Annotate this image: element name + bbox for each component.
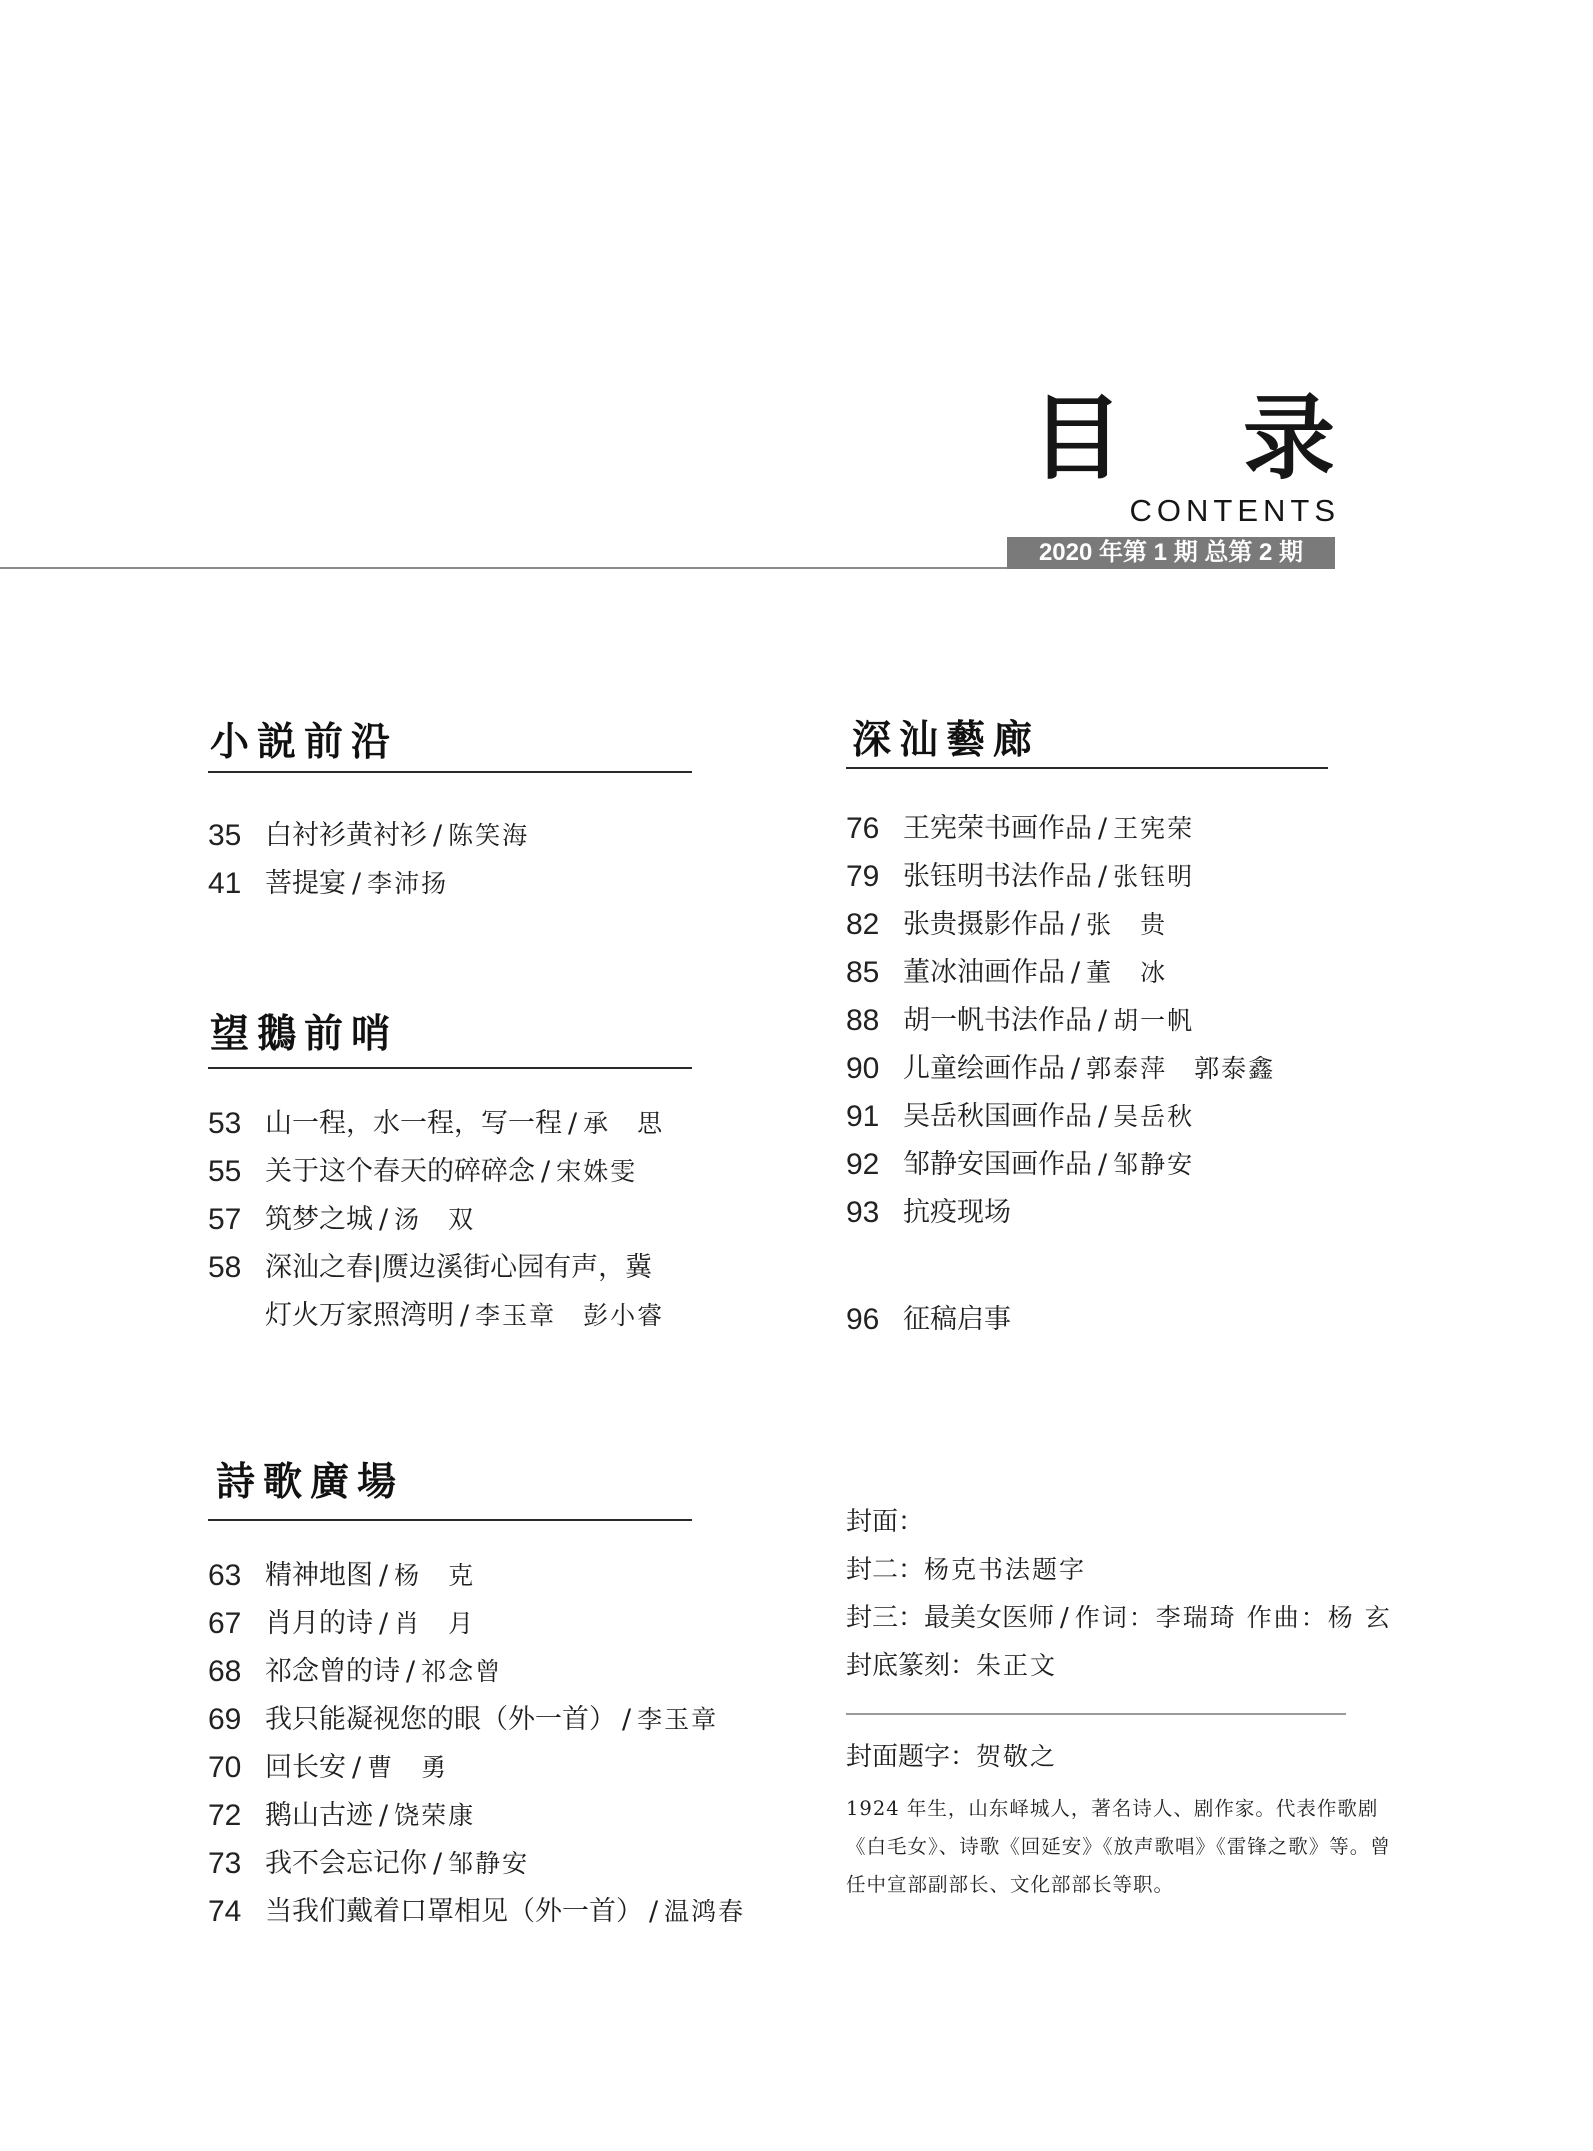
toc-author: 李玉章 彭小睿	[475, 1301, 665, 1330]
toc-title: 胡一帆书法作品	[903, 1005, 1092, 1036]
toc-entry[interactable]: 82 张贵摄影作品 / 张 贵	[846, 901, 1406, 949]
toc-author: 邹静安	[1113, 1150, 1195, 1179]
toc-title: 白衬衫黄衬衫	[265, 820, 427, 851]
toc-author: 祁念曾	[421, 1657, 503, 1686]
toc-author: 张钰明	[1113, 862, 1195, 891]
toc-page: 88	[846, 1004, 880, 1037]
notes-divider	[846, 1713, 1346, 1715]
section-rule-fiction	[208, 771, 692, 773]
toc-title: 精神地图	[265, 1560, 373, 1591]
toc-entry[interactable]: 69 我只能凝视您的眼（外一首） / 李玉章	[208, 1696, 768, 1744]
toc-author: 杨 克	[394, 1561, 476, 1590]
toc-title: 我只能凝视您的眼（外一首）	[265, 1704, 616, 1735]
cover-note-back	[846, 1642, 1406, 1690]
toc-page: 68	[208, 1655, 242, 1688]
toc-entry[interactable]: 68 祁念曾的诗 / 祁念曾	[208, 1648, 768, 1696]
toc-entry[interactable]: 76 王宪荣书画作品 / 王宪荣	[846, 805, 1406, 853]
toc-page: 79	[846, 860, 880, 893]
cover-note-label: 封三：	[846, 1603, 925, 1633]
toc-title: 吴岳秋国画作品	[903, 1101, 1092, 1132]
toc-page: 63	[208, 1559, 242, 1592]
toc-entry[interactable]: 85 董冰油画作品 / 董 冰	[846, 949, 1406, 997]
toc-title: 张钰明书法作品	[903, 861, 1092, 892]
toc-title: 张贵摄影作品	[903, 909, 1065, 940]
toc-page: 82	[846, 908, 880, 941]
toc-author: 汤 双	[394, 1205, 476, 1234]
toc-author: 承 思	[583, 1109, 665, 1138]
toc-title: 山一程，水一程，写一程	[265, 1108, 562, 1139]
toc-page: 73	[208, 1847, 242, 1880]
toc-entry[interactable]: 73 我不会忘记你 / 邹静安	[208, 1840, 768, 1888]
toc-title: 祁念曾的诗	[265, 1656, 400, 1687]
toc-list-outpost	[208, 1100, 728, 1340]
toc-author: 董 冰	[1086, 958, 1168, 987]
toc-page: 91	[846, 1100, 880, 1133]
toc-author: 李沛扬	[367, 869, 449, 898]
toc-page: 70	[208, 1751, 242, 1784]
cover-note-front	[846, 1498, 1406, 1546]
toc-title: 深汕之春|赝边溪街心园有声，冀	[265, 1252, 653, 1283]
toc-entry[interactable]	[208, 1244, 728, 1292]
toc-entry[interactable]: 63 精神地图 / 杨 克	[208, 1552, 768, 1600]
toc-title: 抗疫现场	[903, 1197, 1011, 1228]
toc-page: 41	[208, 867, 242, 900]
section-rule-outpost	[208, 1067, 692, 1069]
toc-title: 我不会忘记你	[265, 1848, 427, 1879]
toc-page: 92	[846, 1148, 880, 1181]
toc-author: 张 贵	[1086, 910, 1168, 939]
toc-page: 90	[846, 1052, 880, 1085]
toc-title: 筑梦之城	[265, 1204, 373, 1235]
toc-title: 灯火万家照湾明	[265, 1300, 454, 1331]
toc-title: 鹅山古迹	[265, 1800, 373, 1831]
cover-note-label: 封底篆刻：	[846, 1651, 977, 1681]
calligrapher-name: 贺敬之	[976, 1742, 1058, 1771]
toc-list-fiction	[208, 812, 708, 908]
section-heading-fiction: 小説前沿	[210, 719, 399, 765]
toc-page: 69	[208, 1703, 242, 1736]
toc-page: 53	[208, 1107, 242, 1140]
toc-author: 李玉章	[637, 1705, 719, 1734]
toc-title: 儿童绘画作品	[903, 1053, 1065, 1084]
toc-entry[interactable]: 57 筑梦之城 / 汤 双	[208, 1196, 728, 1244]
toc-title: 征稿启事	[903, 1304, 1011, 1335]
cover-note-inside-front	[846, 1546, 1406, 1594]
cover-note-label: 封二：	[846, 1555, 925, 1585]
page-subtitle: CONTENTS	[1129, 493, 1340, 528]
cover-note-title: 最美女医师	[924, 1603, 1055, 1633]
issue-badge: 2020 年第 1 期 总第 2 期	[1007, 537, 1335, 569]
toc-page: 96	[846, 1303, 880, 1336]
toc-entry[interactable]: 79 张钰明书法作品 / 张钰明	[846, 853, 1406, 901]
cover-note-inside-back: 封三：最美女医师 / 作词：李瑞琦 作曲：杨 玄	[846, 1603, 1392, 1633]
toc-entry[interactable]: 35 白衬衫黄衬衫 / 陈笑海	[208, 812, 708, 860]
calligrapher-label: 封面题字：	[846, 1742, 977, 1772]
cover-note-label: 封面：	[846, 1507, 925, 1537]
toc-title: 王宪荣书画作品	[903, 813, 1092, 844]
toc-author: 邹静安	[448, 1849, 530, 1878]
section-heading-poetry: 詩歌廣場	[216, 1459, 405, 1505]
cover-calligrapher	[846, 1733, 1057, 1781]
toc-title: 肖月的诗	[265, 1608, 373, 1639]
calligrapher-bio: 1924 年生，山东峄城人，著名诗人、剧作家。代表作歌剧《白毛女》、诗歌《回延安》《放声歌唱》《雷锋之歌》等。曾任中宣部副部长、文化部部长等职。	[846, 1797, 1391, 1896]
cover-notes	[846, 1498, 1406, 1690]
toc-author: 胡一帆	[1113, 1006, 1195, 1035]
cover-note-value: 朱正文	[976, 1651, 1058, 1680]
cover-note-value: 杨克书法题字	[924, 1555, 1087, 1584]
toc-title: 邹静安国画作品	[903, 1149, 1092, 1180]
toc-page: 58	[208, 1251, 242, 1284]
toc-entry[interactable]: 67 肖月的诗 / 肖 月	[208, 1600, 768, 1648]
toc-entry[interactable]: 74 当我们戴着口罩相见（外一首） / 温鸿春	[208, 1888, 768, 1936]
toc-author: 郭泰萍 郭泰鑫	[1086, 1054, 1276, 1083]
toc-author: 王宪荣	[1113, 814, 1195, 843]
section-heading-outpost: 望鵝前哨	[210, 1011, 399, 1057]
toc-page: 85	[846, 956, 880, 989]
toc-author: 饶荣康	[394, 1801, 476, 1830]
toc-page: 55	[208, 1155, 242, 1188]
toc-title: 回长安	[265, 1752, 346, 1783]
section-heading-gallery: 深汕藝廊	[852, 717, 1041, 763]
toc-entry[interactable]	[846, 1189, 1406, 1237]
toc-title: 当我们戴着口罩相见（外一首）	[265, 1896, 643, 1927]
toc-page: 72	[208, 1799, 242, 1832]
cover-note-value: 作词：李瑞琦 作曲：杨 玄	[1074, 1603, 1392, 1632]
toc-author: 吴岳秋	[1113, 1102, 1195, 1131]
toc-entry[interactable]: 41 菩提宴 / 李沛扬	[208, 860, 708, 908]
toc-entry[interactable]: 90 儿童绘画作品 / 郭泰萍 郭泰鑫	[846, 1045, 1406, 1093]
toc-author: 曹 勇	[367, 1753, 449, 1782]
toc-author: 宋姝雯	[556, 1157, 638, 1186]
toc-entry[interactable]: 72 鹅山古迹 / 饶荣康	[208, 1792, 768, 1840]
toc-page: 93	[846, 1196, 880, 1229]
section-rule-gallery	[846, 767, 1328, 769]
section-rule-poetry	[208, 1519, 692, 1521]
toc-entry[interactable]: 91 吴岳秋国画作品 / 吴岳秋	[846, 1093, 1406, 1141]
toc-page: 57	[208, 1203, 242, 1236]
toc-page: 74	[208, 1895, 242, 1928]
page-title: 目 录	[1030, 384, 1379, 492]
toc-author: 温鸿春	[664, 1897, 746, 1926]
toc-page: 67	[208, 1607, 242, 1640]
toc-entry[interactable]: 88 胡一帆书法作品 / 胡一帆	[846, 997, 1406, 1045]
toc-author: 肖 月	[394, 1609, 476, 1638]
toc-title: 关于这个春天的碎碎念	[265, 1156, 535, 1187]
toc-title: 董冰油画作品	[903, 957, 1065, 988]
toc-title: 菩提宴	[265, 868, 346, 899]
toc-list-poetry	[208, 1552, 768, 1936]
toc-entry[interactable]	[846, 1296, 1346, 1344]
toc-page: 35	[208, 819, 242, 852]
toc-page: 76	[846, 812, 880, 845]
toc-entry-continued[interactable]: 灯火万家照湾明 / 李玉章 彭小睿	[265, 1300, 665, 1331]
toc-entry[interactable]: 53 山一程，水一程，写一程 / 承 思	[208, 1100, 728, 1148]
toc-author: 陈笑海	[448, 821, 530, 850]
toc-list-gallery	[846, 805, 1406, 1237]
toc-entry[interactable]: 55 关于这个春天的碎碎念 / 宋姝雯	[208, 1148, 728, 1196]
toc-entry[interactable]: 92 邹静安国画作品 / 邹静安	[846, 1141, 1406, 1189]
toc-entry[interactable]: 70 回长安 / 曹 勇	[208, 1744, 768, 1792]
toc-list-gallery-extra	[846, 1296, 1346, 1344]
